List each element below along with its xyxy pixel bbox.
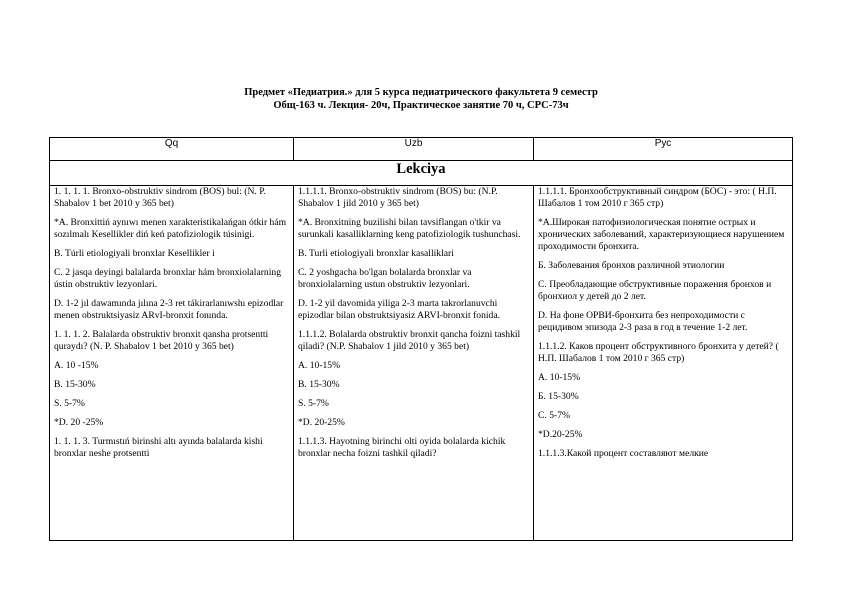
- section-title: Lekciya: [50, 161, 793, 186]
- rus-column-cell: [534, 186, 793, 541]
- document-subtitle: Общ-163 ч. Лекция- 20ч, Практическое занятие 70 ч, СРС-73ч: [273, 100, 569, 111]
- uzb-cell-content: [294, 186, 533, 540]
- column-header-qq: Qq: [50, 138, 294, 161]
- column-header-uzb: Uzb: [294, 138, 534, 161]
- uzb-option-a: *A. Bronxitning buzilishi bilan tavsiflangan o'tkir va surunkali kasalliklarning keng patofiziologik tushunchasi.: [298, 217, 521, 240]
- uzb-option-c: C. 2 yoshgacha bo'lgan bolalarda bronxlar va bronxiolalarning ustun obstruktiv lezyonlari.: [298, 267, 472, 290]
- section-row: [50, 161, 793, 186]
- rus-option-b: Б. 15-30%: [538, 391, 579, 402]
- qq-option-c: C. 2 jasqa deyingi balalarda bronxlar hám bronxiolalarning ústin obstruktiv lezyonlari.: [54, 267, 281, 290]
- rus-question-1-3: 1.1.1.3.Какой процент составляют мелкие: [538, 448, 709, 459]
- qq-option-d: *D. 20 -25%: [54, 417, 104, 428]
- qq-option-s: S. 5-7%: [54, 398, 85, 409]
- qq-option-d: D. 1-2 jıl dawamında jılına 2-3 ret tákirarlanıwshı epizodlar menen obstruktsiyasiz ARvI-bronxit fonında.: [54, 298, 284, 321]
- qq-option-a: A. 10 -15%: [54, 360, 99, 371]
- uzb-option-b: B. Turli etiologiyali bronxlar kasalliklari: [298, 248, 454, 259]
- qq-option-b: B. Túrli etiologiyali bronxlar Kesellikler i: [54, 248, 215, 259]
- qq-question-1-3: 1. 1. 1. 3. Turmıstıń birinshi altı ayında balalarda kishi bronxlar neshe protsentti: [54, 436, 263, 459]
- qq-option-a: *A. Bronxittiń aynıwı menen xarakteristikalańgan ótkir hám sozılmalı Kesellikler diń keń patofiziologik túsinigi.: [54, 217, 287, 240]
- rus-option-b: Б. Заболевания бронхов различной этиологии: [538, 260, 725, 271]
- qq-option-b: B. 15-30%: [54, 379, 96, 390]
- uzb-question-1-3: 1.1.1.3. Hayotning birinchi olti oyida bolalarda kichik bronxlar necha foizni tashkil qiladi?: [298, 436, 506, 459]
- rus-option-c: С. Преобладающие обструктивные поражения бронхов и бронхиол у детей до 2 лет.: [538, 279, 772, 302]
- content-row: [50, 186, 793, 541]
- column-header-rus: Рус: [534, 138, 793, 161]
- uzb-column-cell: [294, 186, 534, 541]
- uzb-option-a: A. 10-15%: [298, 360, 341, 371]
- rus-question-1-2: 1.1.1.2. Каков процент обструктивного бронхита у детей? ( Н.П. Шабалов 1 том 2010 г 365 стр): [538, 341, 779, 364]
- rus-option-a: *А.Широкая патофизиологическая понятие острых и хронических заболеваний, характеризующиеся нарушением проходимости бронхита.: [538, 217, 785, 252]
- document-title: Предмет «Педиатрия.» для 5 курса педиатрического факультета 9 семестр: [244, 87, 598, 98]
- uzb-option-s: S. 5-7%: [298, 398, 329, 409]
- uzb-question-1-2: 1.1.1.2. Bolalarda obstruktiv bronxit qancha foizni tashkil qiladi? (N.P. Shabalov 1 jild 2010 y 365 bet): [298, 329, 521, 352]
- uzb-option-d: D. 1-2 yil davomida yiliga 2-3 marta takrorlanuvchi epizodlar bilan obstruktsiyasiz ARVI-bronxit fonida.: [298, 298, 500, 321]
- rus-cell-content: [534, 186, 792, 540]
- rus-option-c: С. 5-7%: [538, 410, 570, 421]
- rus-question-1-1: 1.1.1.1. Бронхообструктивный синдром (БОС) - это: ( Н.П. Шабалов 1 том 2010 г 365 стр): [538, 186, 777, 209]
- rus-option-d: D. На фоне ОРВИ-бронхита без непроходимости с рецидивом эпизода 2-3 раза в год в течение 1-2 лет.: [538, 310, 748, 333]
- qq-cell-content: [50, 186, 293, 540]
- qq-column-cell: [50, 186, 294, 541]
- table-header-row: [50, 138, 793, 161]
- uzb-option-b: B. 15-30%: [298, 379, 340, 390]
- rus-option-d: *D.20-25%: [538, 429, 583, 440]
- uzb-option-d: *D. 20-25%: [298, 417, 345, 428]
- qq-question-1-1: 1. 1. 1. 1. Bronxo-obstruktiv sindrom (BOS) bul: (N. P. Shabalov 1 bet 2010 y 365 bet): [54, 186, 266, 209]
- uzb-question-1-1: 1.1.1.1. Bronxo-obstruktiv sindrom (BOS) bu: (N.P. Shabalov 1 jild 2010 y 365 bet): [298, 186, 498, 209]
- rus-option-a: А. 10-15%: [538, 372, 581, 383]
- qq-question-1-2: 1. 1. 1. 2. Balalarda obstruktiv bronxit qansha protsentti quraydı? (N. P. Shabalov 1 bet 2010 y 365 bet): [54, 329, 269, 352]
- question-table: [49, 137, 793, 541]
